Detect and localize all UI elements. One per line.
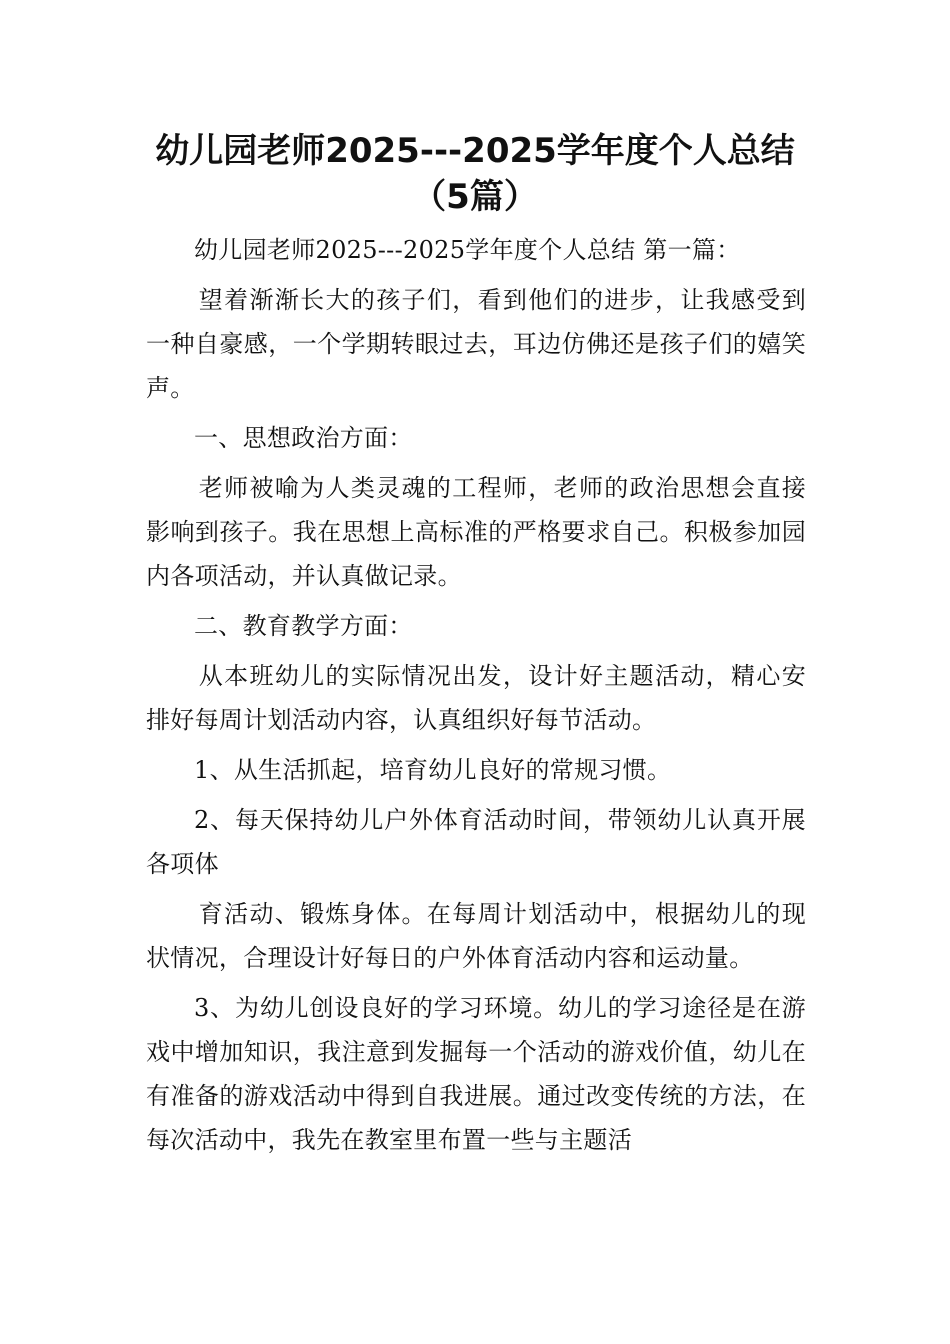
paragraph-sports: 育活动、锻炼身体。在每周计划活动中，根据幼儿的现状情况，合理设计好每日的户外体育活动内容和运动量。 bbox=[146, 900, 806, 972]
paragraph-intro: 望着渐渐长大的孩子们，看到他们的进步，让我感受到一种自豪感，一个学期转眼过去，耳边仿佛还是孩子们的嬉笑声。 bbox=[146, 286, 806, 402]
document-body bbox=[146, 228, 806, 1162]
document-title-subtitle: （5篇） bbox=[412, 177, 538, 217]
document-title: 幼儿园老师2025---2025学年度个人总结 bbox=[155, 131, 795, 171]
list-item-3: 3、为幼儿创设良好的学习环境。幼儿的学习途径是在游戏中增加知识，我注意到发掘每一个活动的游戏价值，幼儿在有准备的游戏活动中得到自我进展。通过改变传统的方法，在每次活动中，我先在教室里布置一些与主题活 bbox=[146, 994, 806, 1154]
list-item-1: 1、从生活抓起，培育幼儿良好的常规习惯。 bbox=[194, 756, 672, 784]
section-heading-politics: 一、思想政治方面： bbox=[194, 424, 413, 452]
paragraph-politics: 老师被喻为人类灵魂的工程师，老师的政治思想会直接影响到孩子。我在思想上高标准的严格要求自己。积极参加园内各项活动，并认真做记录。 bbox=[146, 474, 806, 590]
paragraph-heading-first: 幼儿园老师2025---2025学年度个人总结 第一篇： bbox=[194, 236, 741, 264]
section-heading-teaching: 二、教育教学方面： bbox=[194, 612, 413, 640]
list-item-2: 2、每天保持幼儿户外体育活动时间，带领幼儿认真开展各项体 bbox=[146, 806, 806, 878]
paragraph-teaching: 从本班幼儿的实际情况出发，设计好主题活动，精心安排好每周计划活动内容，认真组织好每节活动。 bbox=[146, 662, 806, 734]
